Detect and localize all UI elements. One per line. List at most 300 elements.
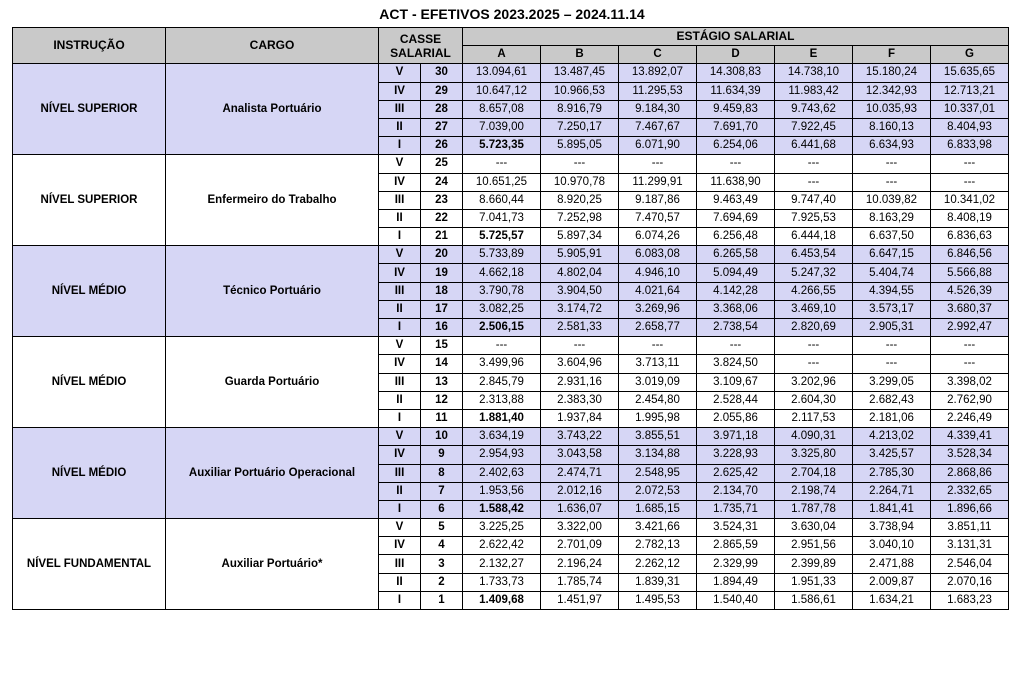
nivel-cell: II: [379, 573, 421, 591]
value-cell: 5.905,91: [541, 246, 619, 264]
value-cell: 11.983,42: [775, 82, 853, 100]
value-cell: 6.833,98: [931, 137, 1009, 155]
value-cell: ---: [775, 355, 853, 373]
table-row: [13, 64, 1009, 82]
instrucao-cell: NÍVEL FUNDAMENTAL: [13, 519, 166, 610]
classe-cell: 29: [421, 82, 463, 100]
value-cell: 15.635,65: [931, 64, 1009, 82]
value-cell: 3.524,31: [697, 519, 775, 537]
value-cell: 3.904,50: [541, 282, 619, 300]
value-cell: 3.680,37: [931, 300, 1009, 318]
table-row: [13, 246, 1009, 264]
value-cell: 4.090,31: [775, 428, 853, 446]
value-cell: 2.581,33: [541, 319, 619, 337]
value-cell: 3.228,93: [697, 446, 775, 464]
value-cell: 4.021,64: [619, 282, 697, 300]
value-cell: 4.946,10: [619, 264, 697, 282]
value-cell: 9.459,83: [697, 100, 775, 118]
value-cell: 2.329,99: [697, 555, 775, 573]
value-cell: 3.528,34: [931, 446, 1009, 464]
value-cell: ---: [541, 337, 619, 355]
nivel-cell: IV: [379, 173, 421, 191]
value-cell: 2.070,16: [931, 573, 1009, 591]
value-cell: 6.634,93: [853, 137, 931, 155]
value-cell: 3.824,50: [697, 355, 775, 373]
value-cell: 9.184,30: [619, 100, 697, 118]
value-cell: 7.694,69: [697, 209, 775, 227]
value-cell: 2.313,88: [463, 391, 541, 409]
nivel-cell: III: [379, 282, 421, 300]
value-cell: ---: [619, 155, 697, 173]
nivel-cell: IV: [379, 537, 421, 555]
instrucao-cell: NÍVEL MÉDIO: [13, 246, 166, 337]
value-cell: 2.738,54: [697, 319, 775, 337]
classe-cell: 19: [421, 264, 463, 282]
value-cell: 3.225,25: [463, 519, 541, 537]
value-cell: 1.685,15: [619, 500, 697, 518]
value-cell: 2.682,43: [853, 391, 931, 409]
value-cell: 1.451,97: [541, 591, 619, 609]
value-cell: 6.256,48: [697, 228, 775, 246]
header-estagio-a: A: [463, 46, 541, 64]
value-cell: ---: [463, 337, 541, 355]
value-cell: 1.894,49: [697, 573, 775, 591]
value-cell: 7.925,53: [775, 209, 853, 227]
nivel-cell: I: [379, 591, 421, 609]
header-classe-salarial: CASSE SALARIAL: [379, 28, 463, 64]
value-cell: 1.636,07: [541, 500, 619, 518]
value-cell: 2.332,65: [931, 482, 1009, 500]
instrucao-cell: NÍVEL SUPERIOR: [13, 155, 166, 246]
classe-cell: 14: [421, 355, 463, 373]
table-row: [13, 155, 1009, 173]
classe-cell: 22: [421, 209, 463, 227]
value-cell: 2.012,16: [541, 482, 619, 500]
value-cell: 1.735,71: [697, 500, 775, 518]
value-cell: 8.163,29: [853, 209, 931, 227]
value-cell: 3.040,10: [853, 537, 931, 555]
value-cell: 2.506,15: [463, 319, 541, 337]
value-cell: 5.247,32: [775, 264, 853, 282]
value-cell: 6.836,63: [931, 228, 1009, 246]
nivel-cell: II: [379, 118, 421, 136]
value-cell: 2.548,95: [619, 464, 697, 482]
value-cell: 4.394,55: [853, 282, 931, 300]
value-cell: 9.187,86: [619, 191, 697, 209]
value-cell: 13.892,07: [619, 64, 697, 82]
value-cell: 3.630,04: [775, 519, 853, 537]
value-cell: 2.055,86: [697, 409, 775, 427]
cargo-cell: Analista Portuário: [166, 64, 379, 155]
value-cell: 1.995,98: [619, 409, 697, 427]
value-cell: 2.604,30: [775, 391, 853, 409]
value-cell: 3.322,00: [541, 519, 619, 537]
value-cell: ---: [853, 173, 931, 191]
value-cell: 10.966,53: [541, 82, 619, 100]
value-cell: 2.072,53: [619, 482, 697, 500]
value-cell: 2.399,89: [775, 555, 853, 573]
value-cell: 2.117,53: [775, 409, 853, 427]
value-cell: 4.526,39: [931, 282, 1009, 300]
value-cell: ---: [541, 155, 619, 173]
value-cell: 6.254,06: [697, 137, 775, 155]
value-cell: 1.839,31: [619, 573, 697, 591]
value-cell: ---: [853, 355, 931, 373]
classe-cell: 6: [421, 500, 463, 518]
value-cell: 6.453,54: [775, 246, 853, 264]
value-cell: 5.725,57: [463, 228, 541, 246]
value-cell: 10.647,12: [463, 82, 541, 100]
value-cell: 1.881,40: [463, 409, 541, 427]
classe-cell: 23: [421, 191, 463, 209]
nivel-cell: IV: [379, 82, 421, 100]
value-cell: 6.647,15: [853, 246, 931, 264]
value-cell: 2.546,04: [931, 555, 1009, 573]
header-instrucao: INSTRUÇÃO: [13, 28, 166, 64]
value-cell: 2.931,16: [541, 373, 619, 391]
value-cell: 12.713,21: [931, 82, 1009, 100]
value-cell: 3.082,25: [463, 300, 541, 318]
header-estagio-salarial: ESTÁGIO SALARIAL: [463, 28, 1009, 46]
value-cell: 2.196,24: [541, 555, 619, 573]
value-cell: 10.035,93: [853, 100, 931, 118]
table-header: [13, 28, 1009, 64]
classe-cell: 2: [421, 573, 463, 591]
salary-table: [12, 27, 1009, 610]
classe-cell: 10: [421, 428, 463, 446]
nivel-cell: IV: [379, 446, 421, 464]
value-cell: ---: [853, 337, 931, 355]
value-cell: 5.723,35: [463, 137, 541, 155]
value-cell: 14.308,83: [697, 64, 775, 82]
value-cell: 8.657,08: [463, 100, 541, 118]
value-cell: 3.368,06: [697, 300, 775, 318]
value-cell: 11.638,90: [697, 173, 775, 191]
nivel-cell: IV: [379, 355, 421, 373]
value-cell: ---: [931, 337, 1009, 355]
header-estagio-e: E: [775, 46, 853, 64]
value-cell: 7.470,57: [619, 209, 697, 227]
nivel-cell: III: [379, 191, 421, 209]
value-cell: 10.337,01: [931, 100, 1009, 118]
value-cell: 4.662,18: [463, 264, 541, 282]
value-cell: ---: [619, 337, 697, 355]
classe-cell: 1: [421, 591, 463, 609]
value-cell: ---: [697, 155, 775, 173]
value-cell: 2.820,69: [775, 319, 853, 337]
value-cell: 2.954,93: [463, 446, 541, 464]
value-cell: 3.202,96: [775, 373, 853, 391]
table-row: [13, 428, 1009, 446]
value-cell: 5.897,34: [541, 228, 619, 246]
classe-cell: 15: [421, 337, 463, 355]
classe-cell: 20: [421, 246, 463, 264]
table-row: [13, 519, 1009, 537]
nivel-cell: III: [379, 464, 421, 482]
value-cell: 3.421,66: [619, 519, 697, 537]
header-estagio-f: F: [853, 46, 931, 64]
value-cell: 1.937,84: [541, 409, 619, 427]
value-cell: 2.704,18: [775, 464, 853, 482]
classe-cell: 13: [421, 373, 463, 391]
classe-cell: 3: [421, 555, 463, 573]
value-cell: 3.743,22: [541, 428, 619, 446]
value-cell: 7.467,67: [619, 118, 697, 136]
header-estagio-b: B: [541, 46, 619, 64]
value-cell: ---: [931, 173, 1009, 191]
value-cell: 4.339,41: [931, 428, 1009, 446]
nivel-cell: V: [379, 337, 421, 355]
value-cell: 2.454,80: [619, 391, 697, 409]
cargo-cell: Enfermeiro do Trabalho: [166, 155, 379, 246]
value-cell: 3.131,31: [931, 537, 1009, 555]
value-cell: ---: [463, 155, 541, 173]
value-cell: 2.845,79: [463, 373, 541, 391]
value-cell: 2.622,42: [463, 537, 541, 555]
value-cell: 7.691,70: [697, 118, 775, 136]
value-cell: 11.295,53: [619, 82, 697, 100]
value-cell: 1.951,33: [775, 573, 853, 591]
header-cargo: CARGO: [166, 28, 379, 64]
value-cell: 2.951,56: [775, 537, 853, 555]
value-cell: 2.785,30: [853, 464, 931, 482]
value-cell: 2.762,90: [931, 391, 1009, 409]
nivel-cell: V: [379, 428, 421, 446]
classe-cell: 4: [421, 537, 463, 555]
value-cell: 2.782,13: [619, 537, 697, 555]
value-cell: 7.041,73: [463, 209, 541, 227]
classe-cell: 18: [421, 282, 463, 300]
value-cell: ---: [931, 155, 1009, 173]
header-estagio-c: C: [619, 46, 697, 64]
header-estagio-g: G: [931, 46, 1009, 64]
value-cell: 11.634,39: [697, 82, 775, 100]
value-cell: 7.039,00: [463, 118, 541, 136]
nivel-cell: I: [379, 319, 421, 337]
value-cell: ---: [775, 337, 853, 355]
nivel-cell: II: [379, 300, 421, 318]
value-cell: 6.071,90: [619, 137, 697, 155]
value-cell: 3.325,80: [775, 446, 853, 464]
value-cell: 6.083,08: [619, 246, 697, 264]
value-cell: 6.074,26: [619, 228, 697, 246]
value-cell: 1.634,21: [853, 591, 931, 609]
value-cell: 8.660,44: [463, 191, 541, 209]
value-cell: 6.441,68: [775, 137, 853, 155]
cargo-cell: Auxiliar Portuário Operacional: [166, 428, 379, 519]
value-cell: 3.713,11: [619, 355, 697, 373]
classe-cell: 27: [421, 118, 463, 136]
value-cell: 2.383,30: [541, 391, 619, 409]
nivel-cell: V: [379, 246, 421, 264]
nivel-cell: III: [379, 555, 421, 573]
classe-cell: 17: [421, 300, 463, 318]
classe-cell: 9: [421, 446, 463, 464]
value-cell: 5.895,05: [541, 137, 619, 155]
value-cell: 2.474,71: [541, 464, 619, 482]
value-cell: 1.953,56: [463, 482, 541, 500]
value-cell: 2.181,06: [853, 409, 931, 427]
value-cell: 3.573,17: [853, 300, 931, 318]
classe-cell: 11: [421, 409, 463, 427]
value-cell: 2.868,86: [931, 464, 1009, 482]
value-cell: 9.743,62: [775, 100, 853, 118]
nivel-cell: I: [379, 500, 421, 518]
value-cell: 7.252,98: [541, 209, 619, 227]
instrucao-cell: NÍVEL MÉDIO: [13, 428, 166, 519]
value-cell: 2.865,59: [697, 537, 775, 555]
value-cell: ---: [853, 155, 931, 173]
value-cell: 1.588,42: [463, 500, 541, 518]
value-cell: 3.738,94: [853, 519, 931, 537]
value-cell: 3.855,51: [619, 428, 697, 446]
value-cell: 1.896,66: [931, 500, 1009, 518]
nivel-cell: II: [379, 482, 421, 500]
value-cell: 2.264,71: [853, 482, 931, 500]
instrucao-cell: NÍVEL SUPERIOR: [13, 64, 166, 155]
cargo-cell: Guarda Portuário: [166, 337, 379, 428]
value-cell: 2.625,42: [697, 464, 775, 482]
value-cell: 3.043,58: [541, 446, 619, 464]
value-cell: 4.213,02: [853, 428, 931, 446]
value-cell: 6.444,18: [775, 228, 853, 246]
value-cell: 2.262,12: [619, 555, 697, 573]
value-cell: 3.851,11: [931, 519, 1009, 537]
value-cell: 9.463,49: [697, 191, 775, 209]
value-cell: 1.409,68: [463, 591, 541, 609]
value-cell: 1.787,78: [775, 500, 853, 518]
table-body: [13, 64, 1009, 610]
classe-cell: 25: [421, 155, 463, 173]
value-cell: 7.250,17: [541, 118, 619, 136]
value-cell: 4.266,55: [775, 282, 853, 300]
classe-cell: 21: [421, 228, 463, 246]
value-cell: 3.604,96: [541, 355, 619, 373]
value-cell: 11.299,91: [619, 173, 697, 191]
value-cell: ---: [775, 155, 853, 173]
value-cell: 3.425,57: [853, 446, 931, 464]
value-cell: 3.174,72: [541, 300, 619, 318]
classe-cell: 28: [421, 100, 463, 118]
classe-cell: 12: [421, 391, 463, 409]
value-cell: 1.495,53: [619, 591, 697, 609]
document-title: ACT - EFETIVOS 2023.2025 – 2024.11.14: [379, 6, 645, 22]
value-cell: 8.404,93: [931, 118, 1009, 136]
value-cell: 3.109,67: [697, 373, 775, 391]
value-cell: 9.747,40: [775, 191, 853, 209]
value-cell: 5.733,89: [463, 246, 541, 264]
nivel-cell: V: [379, 519, 421, 537]
classe-cell: 26: [421, 137, 463, 155]
value-cell: 2.134,70: [697, 482, 775, 500]
value-cell: 2.402,63: [463, 464, 541, 482]
value-cell: 1.586,61: [775, 591, 853, 609]
value-cell: ---: [775, 173, 853, 191]
nivel-cell: III: [379, 373, 421, 391]
value-cell: 14.738,10: [775, 64, 853, 82]
value-cell: 3.469,10: [775, 300, 853, 318]
classe-cell: 24: [421, 173, 463, 191]
value-cell: 3.299,05: [853, 373, 931, 391]
nivel-cell: III: [379, 100, 421, 118]
value-cell: 2.992,47: [931, 319, 1009, 337]
value-cell: 2.905,31: [853, 319, 931, 337]
value-cell: 2.009,87: [853, 573, 931, 591]
value-cell: 1.841,41: [853, 500, 931, 518]
value-cell: 8.920,25: [541, 191, 619, 209]
value-cell: 10.651,25: [463, 173, 541, 191]
nivel-cell: II: [379, 391, 421, 409]
value-cell: 3.269,96: [619, 300, 697, 318]
value-cell: ---: [697, 337, 775, 355]
value-cell: 3.134,88: [619, 446, 697, 464]
value-cell: 10.970,78: [541, 173, 619, 191]
value-cell: 15.180,24: [853, 64, 931, 82]
nivel-cell: II: [379, 209, 421, 227]
value-cell: 13.487,45: [541, 64, 619, 82]
classe-cell: 30: [421, 64, 463, 82]
classe-cell: 5: [421, 519, 463, 537]
value-cell: 2.132,27: [463, 555, 541, 573]
classe-cell: 8: [421, 464, 463, 482]
cargo-cell: Técnico Portuário: [166, 246, 379, 337]
nivel-cell: V: [379, 155, 421, 173]
value-cell: 1.733,73: [463, 573, 541, 591]
nivel-cell: I: [379, 137, 421, 155]
value-cell: 6.265,58: [697, 246, 775, 264]
value-cell: 5.404,74: [853, 264, 931, 282]
nivel-cell: IV: [379, 264, 421, 282]
classe-cell: 16: [421, 319, 463, 337]
value-cell: 6.846,56: [931, 246, 1009, 264]
value-cell: 8.408,19: [931, 209, 1009, 227]
value-cell: 6.637,50: [853, 228, 931, 246]
value-cell: 3.634,19: [463, 428, 541, 446]
value-cell: 2.246,49: [931, 409, 1009, 427]
value-cell: 3.499,96: [463, 355, 541, 373]
instrucao-cell: NÍVEL MÉDIO: [13, 337, 166, 428]
table-row: [13, 337, 1009, 355]
value-cell: 2.701,09: [541, 537, 619, 555]
value-cell: 2.471,88: [853, 555, 931, 573]
value-cell: 7.922,45: [775, 118, 853, 136]
value-cell: 10.341,02: [931, 191, 1009, 209]
value-cell: 10.039,82: [853, 191, 931, 209]
value-cell: 4.802,04: [541, 264, 619, 282]
value-cell: 4.142,28: [697, 282, 775, 300]
value-cell: 2.198,74: [775, 482, 853, 500]
value-cell: 8.160,13: [853, 118, 931, 136]
header-estagio-d: D: [697, 46, 775, 64]
value-cell: 5.094,49: [697, 264, 775, 282]
value-cell: 3.971,18: [697, 428, 775, 446]
value-cell: 3.398,02: [931, 373, 1009, 391]
value-cell: 12.342,93: [853, 82, 931, 100]
nivel-cell: V: [379, 64, 421, 82]
value-cell: 2.658,77: [619, 319, 697, 337]
value-cell: 1.540,40: [697, 591, 775, 609]
value-cell: 2.528,44: [697, 391, 775, 409]
value-cell: 8.916,79: [541, 100, 619, 118]
value-cell: 3.790,78: [463, 282, 541, 300]
nivel-cell: I: [379, 409, 421, 427]
nivel-cell: I: [379, 228, 421, 246]
value-cell: 1.683,23: [931, 591, 1009, 609]
cargo-cell: Auxiliar Portuário*: [166, 519, 379, 610]
value-cell: 1.785,74: [541, 573, 619, 591]
value-cell: 13.094,61: [463, 64, 541, 82]
classe-cell: 7: [421, 482, 463, 500]
